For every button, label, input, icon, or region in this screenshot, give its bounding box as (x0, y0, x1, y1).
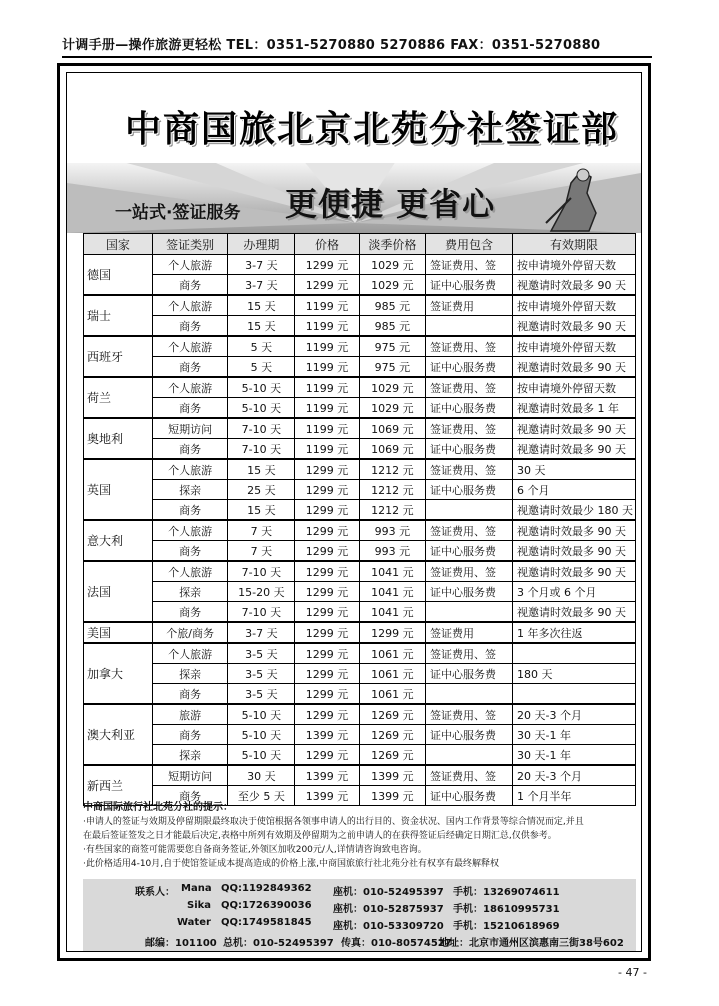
included-cell: 证中心服务费 (425, 357, 512, 378)
main-phone: 总机：010-52495397 (223, 938, 334, 949)
validity-cell: 20 天-3 个月 (513, 704, 636, 725)
included-cell: 签证费用、签 (425, 255, 512, 275)
offseason-price-cell: 1041 元 (359, 561, 425, 582)
validity-cell: 视邀请时效最多 90 天 (513, 439, 636, 460)
included-cell: 证中心服务费 (425, 398, 512, 419)
price-cell: 1299 元 (295, 255, 360, 275)
offseason-price-cell: 1269 元 (359, 745, 425, 766)
visa-type-cell: 商务 (152, 439, 228, 460)
period-cell: 7-10 天 (228, 418, 295, 439)
validity-cell: 6 个月 (513, 480, 636, 500)
visa-type-cell: 探亲 (152, 664, 228, 684)
visa-type-cell: 旅游 (152, 704, 228, 725)
validity-cell: 1 年多次往返 (513, 622, 636, 643)
offseason-price-cell: 1069 元 (359, 439, 425, 460)
period-cell: 3-5 天 (228, 684, 295, 705)
banner-slogan: 更便捷 更省心 (285, 185, 496, 223)
included-cell: 签证费用、签 (425, 336, 512, 357)
visa-type-cell: 商务 (152, 725, 228, 745)
table-row (84, 295, 636, 316)
contact-mobile: 手机：13269074611 (453, 887, 560, 898)
period-cell: 15 天 (228, 459, 295, 480)
price-cell: 1399 元 (295, 786, 360, 806)
visa-type-cell: 商务 (152, 275, 228, 296)
validity-cell: 视邀请时效最多 90 天 (513, 418, 636, 439)
page-frame (57, 63, 651, 961)
offseason-price-cell: 993 元 (359, 541, 425, 562)
period-cell: 5 天 (228, 357, 295, 378)
contact-mobile: 手机：15210618969 (453, 921, 560, 932)
country-cell: 美国 (84, 622, 153, 643)
offseason-price-cell: 1041 元 (359, 582, 425, 602)
page-header (62, 34, 652, 54)
table-row (84, 398, 636, 419)
price-cell: 1299 元 (295, 684, 360, 705)
price-cell: 1299 元 (295, 500, 360, 521)
period-cell: 至少 5 天 (228, 786, 295, 806)
validity-cell: 3 个月或 6 个月 (513, 582, 636, 602)
offseason-price-cell: 1069 元 (359, 418, 425, 439)
included-cell (425, 602, 512, 623)
visa-type-cell: 探亲 (152, 582, 228, 602)
included-cell: 签证费用、签 (425, 765, 512, 786)
visa-type-cell: 探亲 (152, 480, 228, 500)
price-cell: 1299 元 (295, 275, 360, 296)
period-cell: 7-10 天 (228, 439, 295, 460)
visa-type-cell: 商务 (152, 316, 228, 337)
contact-footer-row (83, 932, 636, 948)
period-cell: 3-5 天 (228, 643, 295, 664)
header-rule (62, 56, 652, 58)
table-row (84, 622, 636, 643)
table-row (84, 377, 636, 398)
contact-tel: 座机：010-52875937 (333, 904, 444, 915)
country-cell: 法国 (84, 561, 153, 622)
offseason-price-cell: 1299 元 (359, 622, 425, 643)
visa-type-cell: 短期访问 (152, 765, 228, 786)
period-cell: 5 天 (228, 336, 295, 357)
price-cell: 1199 元 (295, 295, 360, 316)
notes-section (83, 801, 636, 871)
price-cell: 1299 元 (295, 520, 360, 541)
mascot-figure-icon (541, 163, 611, 233)
visa-type-cell: 个人旅游 (152, 520, 228, 541)
included-cell: 证中心服务费 (425, 725, 512, 745)
period-cell: 7-10 天 (228, 561, 295, 582)
visa-type-cell: 个人旅游 (152, 336, 228, 357)
country-cell: 英国 (84, 459, 153, 520)
validity-cell (513, 643, 636, 664)
col-visa-type: 签证类别 (152, 234, 228, 255)
table-row (84, 684, 636, 705)
notes-title: 中商国际旅行社北苑分社的提示： (83, 802, 233, 813)
contact-name: Water (177, 917, 211, 928)
validity-cell: 按申请境外停留天数 (513, 295, 636, 316)
included-cell: 签证费用、签 (425, 459, 512, 480)
col-price: 价格 (295, 234, 360, 255)
validity-cell: 视邀请时效最少 180 天 (513, 500, 636, 521)
period-cell: 3-5 天 (228, 664, 295, 684)
offseason-price-cell: 985 元 (359, 316, 425, 337)
validity-cell: 按申请境外停留天数 (513, 255, 636, 275)
visa-type-cell: 个人旅游 (152, 561, 228, 582)
table-row (84, 704, 636, 725)
page-inner (66, 72, 642, 952)
table-row (84, 602, 636, 623)
visa-type-cell: 探亲 (152, 745, 228, 766)
table-row (84, 643, 636, 664)
postcode: 邮编：101100 (145, 938, 217, 949)
included-cell: 证中心服务费 (425, 664, 512, 684)
offseason-price-cell: 1029 元 (359, 377, 425, 398)
country-cell: 新西兰 (84, 765, 153, 806)
offseason-price-cell: 993 元 (359, 520, 425, 541)
included-cell: 签证费用、签 (425, 643, 512, 664)
offseason-price-cell: 1269 元 (359, 704, 425, 725)
offseason-price-cell: 1041 元 (359, 602, 425, 623)
visa-type-cell: 个人旅游 (152, 377, 228, 398)
offseason-price-cell: 1029 元 (359, 255, 425, 275)
period-cell: 5-10 天 (228, 398, 295, 419)
period-cell: 25 天 (228, 480, 295, 500)
contact-row (83, 898, 636, 914)
col-included: 费用包含 (425, 234, 512, 255)
table-row (84, 336, 636, 357)
notes-line: ·此价格适用4-10月,自于使馆签证成本提高造成的价格上涨,中商国旅旅行社北苑分社有权享有最终解释权 (83, 859, 500, 869)
included-cell: 证中心服务费 (425, 480, 512, 500)
visa-type-cell: 个人旅游 (152, 459, 228, 480)
validity-cell: 视邀请时效最多 90 天 (513, 602, 636, 623)
included-cell (425, 316, 512, 337)
table-row (84, 459, 636, 480)
contact-row (83, 881, 636, 897)
price-cell: 1299 元 (295, 541, 360, 562)
included-cell (425, 500, 512, 521)
validity-cell: 30 天 (513, 459, 636, 480)
validity-cell: 按申请境外停留天数 (513, 336, 636, 357)
period-cell: 5-10 天 (228, 704, 295, 725)
visa-type-cell: 商务 (152, 541, 228, 562)
table-row (84, 480, 636, 500)
table-header-row (84, 234, 636, 255)
included-cell: 证中心服务费 (425, 582, 512, 602)
table-row (84, 316, 636, 337)
table-row (84, 765, 636, 786)
table-row (84, 255, 636, 275)
price-cell: 1299 元 (295, 664, 360, 684)
offseason-price-cell: 1061 元 (359, 684, 425, 705)
validity-cell: 按申请境外停留天数 (513, 377, 636, 398)
price-cell: 1299 元 (295, 582, 360, 602)
included-cell: 签证费用、签 (425, 520, 512, 541)
fax: 传真：010-80574527 (341, 938, 452, 949)
period-cell: 15 天 (228, 295, 295, 316)
validity-cell: 30 天-1 年 (513, 725, 636, 745)
offseason-price-cell: 1269 元 (359, 725, 425, 745)
included-cell: 签证费用 (425, 622, 512, 643)
visa-type-cell: 个人旅游 (152, 295, 228, 316)
price-cell: 1199 元 (295, 316, 360, 337)
visa-type-cell: 个人旅游 (152, 255, 228, 275)
included-cell (425, 745, 512, 766)
period-cell: 15 天 (228, 500, 295, 521)
contact-name: Sika (187, 900, 212, 911)
period-cell: 5-10 天 (228, 725, 295, 745)
price-cell: 1199 元 (295, 336, 360, 357)
price-cell: 1299 元 (295, 622, 360, 643)
contact-qq: QQ:1749581845 (221, 917, 312, 928)
page-number: - 47 - (618, 966, 647, 979)
header-text: 计调手册—操作旅游更轻松 TEL：0351-5270880 5270886 FAX：0351-5270880 (62, 38, 601, 53)
offseason-price-cell: 975 元 (359, 357, 425, 378)
offseason-price-cell: 975 元 (359, 336, 425, 357)
country-cell: 意大利 (84, 520, 153, 561)
included-cell: 证中心服务费 (425, 541, 512, 562)
price-cell: 1399 元 (295, 765, 360, 786)
validity-cell: 视邀请时效最多 90 天 (513, 520, 636, 541)
included-cell: 签证费用 (425, 295, 512, 316)
period-cell: 3-7 天 (228, 275, 295, 296)
contact-tel: 座机：010-53309720 (333, 921, 444, 932)
visa-price-table (83, 233, 636, 806)
offseason-price-cell: 1399 元 (359, 765, 425, 786)
included-cell: 证中心服务费 (425, 439, 512, 460)
included-cell: 签证费用、签 (425, 704, 512, 725)
visa-type-cell: 商务 (152, 684, 228, 705)
visa-type-cell: 商务 (152, 602, 228, 623)
banner (67, 73, 641, 233)
price-cell: 1199 元 (295, 377, 360, 398)
col-offseason-price: 淡季价格 (359, 234, 425, 255)
notes-line: ·申请人的签证与效期及停留期限最终取决于使馆根据各领事申请人的出行目的、资金状况、国内工作背景等综合情况而定,并且 (83, 817, 584, 827)
price-cell: 1199 元 (295, 357, 360, 378)
included-cell: 证中心服务费 (425, 786, 512, 806)
table-row (84, 561, 636, 582)
price-cell: 1299 元 (295, 602, 360, 623)
country-cell: 德国 (84, 255, 153, 296)
col-country: 国家 (84, 234, 153, 255)
price-cell: 1199 元 (295, 418, 360, 439)
price-cell: 1299 元 (295, 643, 360, 664)
offseason-price-cell: 1212 元 (359, 480, 425, 500)
table-row (84, 725, 636, 745)
banner-tagline: 一站式·签证服务 (115, 203, 241, 223)
visa-type-cell: 短期访问 (152, 418, 228, 439)
validity-cell: 20 天-3 个月 (513, 765, 636, 786)
period-cell: 5-10 天 (228, 745, 295, 766)
validity-cell: 视邀请时效最多 1 年 (513, 398, 636, 419)
contact-label: 联系人： (135, 887, 175, 898)
country-cell: 瑞士 (84, 295, 153, 336)
visa-type-cell: 个旅/商务 (152, 622, 228, 643)
price-cell: 1199 元 (295, 398, 360, 419)
offseason-price-cell: 985 元 (359, 295, 425, 316)
price-cell: 1299 元 (295, 704, 360, 725)
visa-type-cell: 商务 (152, 786, 228, 806)
col-period: 办理期 (228, 234, 295, 255)
period-cell: 7-10 天 (228, 602, 295, 623)
validity-cell: 视邀请时效最多 90 天 (513, 541, 636, 562)
offseason-price-cell: 1399 元 (359, 786, 425, 806)
contact-tel: 座机：010-52495397 (333, 887, 444, 898)
visa-type-cell: 个人旅游 (152, 643, 228, 664)
table-row (84, 439, 636, 460)
col-validity: 有效期限 (513, 234, 636, 255)
price-cell: 1199 元 (295, 439, 360, 460)
country-cell: 加拿大 (84, 643, 153, 704)
table-row (84, 745, 636, 766)
notes-line: ·有些国家的商签可能需要您自备商务签证,外领区加收200元/人,详情请咨询致电咨询。 (83, 845, 427, 855)
period-cell: 15-20 天 (228, 582, 295, 602)
validity-cell: 视邀请时效最多 90 天 (513, 275, 636, 296)
table-row (84, 582, 636, 602)
offseason-price-cell: 1029 元 (359, 275, 425, 296)
validity-cell (513, 684, 636, 705)
contact-qq: QQ:1192849362 (221, 883, 312, 894)
period-cell: 3-7 天 (228, 622, 295, 643)
table-row (84, 541, 636, 562)
included-cell: 签证费用、签 (425, 418, 512, 439)
contact-row (83, 915, 636, 931)
offseason-price-cell: 1061 元 (359, 643, 425, 664)
country-cell: 澳大利亚 (84, 704, 153, 765)
validity-cell: 30 天-1 年 (513, 745, 636, 766)
period-cell: 3-7 天 (228, 255, 295, 275)
price-cell: 1299 元 (295, 459, 360, 480)
period-cell: 5-10 天 (228, 377, 295, 398)
banner-title: 中商国旅北京北苑分社签证部 (125, 109, 620, 150)
address: 地址：北京市通州区滨惠南三街38号602 (439, 938, 624, 949)
visa-type-cell: 商务 (152, 500, 228, 521)
offseason-price-cell: 1212 元 (359, 459, 425, 480)
price-cell: 1299 元 (295, 480, 360, 500)
table-row (84, 520, 636, 541)
country-cell: 荷兰 (84, 377, 153, 418)
contact-mobile: 手机：18610995731 (453, 904, 560, 915)
period-cell: 15 天 (228, 316, 295, 337)
included-cell: 签证费用、签 (425, 377, 512, 398)
contact-qq: QQ:1726390036 (221, 900, 312, 911)
validity-cell: 180 天 (513, 664, 636, 684)
included-cell (425, 684, 512, 705)
validity-cell: 视邀请时效最多 90 天 (513, 357, 636, 378)
country-cell: 西班牙 (84, 336, 153, 377)
period-cell: 7 天 (228, 520, 295, 541)
table-row (84, 357, 636, 378)
contact-name: Mana (181, 883, 212, 894)
table-row (84, 418, 636, 439)
visa-type-cell: 商务 (152, 398, 228, 419)
price-cell: 1299 元 (295, 561, 360, 582)
validity-cell: 视邀请时效最多 90 天 (513, 316, 636, 337)
included-cell: 签证费用、签 (425, 561, 512, 582)
validity-cell: 视邀请时效最多 90 天 (513, 561, 636, 582)
offseason-price-cell: 1029 元 (359, 398, 425, 419)
country-cell: 奥地利 (84, 418, 153, 459)
table-row (84, 275, 636, 296)
offseason-price-cell: 1212 元 (359, 500, 425, 521)
offseason-price-cell: 1061 元 (359, 664, 425, 684)
table-row (84, 500, 636, 521)
table-row (84, 664, 636, 684)
included-cell: 证中心服务费 (425, 275, 512, 296)
notes-line: 在最后签证签发之日才能最后决定,表格中所列有效期及停留期为之前申请人的在获得签证后经确定日期汇总,仅供参考。 (83, 831, 557, 841)
period-cell: 7 天 (228, 541, 295, 562)
price-cell: 1299 元 (295, 745, 360, 766)
validity-cell: 1 个月半年 (513, 786, 636, 806)
contact-box (83, 879, 636, 951)
price-cell: 1399 元 (295, 725, 360, 745)
period-cell: 30 天 (228, 765, 295, 786)
visa-type-cell: 商务 (152, 357, 228, 378)
